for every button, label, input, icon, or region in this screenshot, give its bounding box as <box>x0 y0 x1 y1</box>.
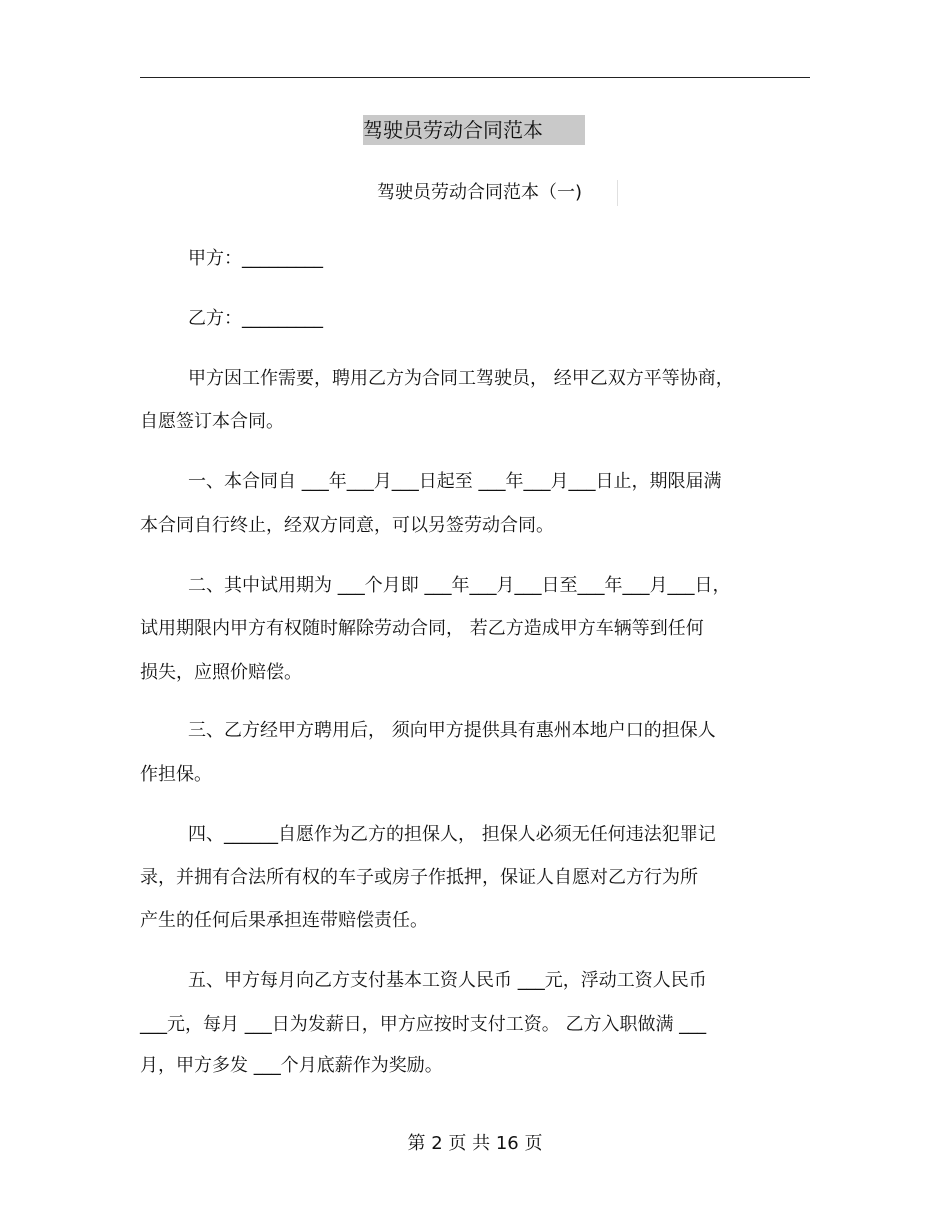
clause-4-line-2: 录，并拥有合法所有权的车子或房子作抵押，保证人自愿对乙方行为所 <box>140 867 698 888</box>
document-title: 驾驶员劳动合同范本 <box>363 115 585 145</box>
document-subtitle: 驾驶员劳动合同范本（一) <box>377 180 618 206</box>
clause-2-line-1: 二、其中试用期为 ___个月即 ___年___月___日至___年___月___日， <box>188 575 731 596</box>
clause-2-line-2: 试用期限内甲方有权随时解除劳动合同， 若乙方造成甲方车辆等到任何 <box>140 618 704 639</box>
party-b-line: 乙方：_________ <box>188 308 323 329</box>
intro-line-2: 自愿签订本合同。 <box>140 411 284 432</box>
clause-5-line-2: ___元，每月 ___日为发薪日，甲方应按时支付工资。 乙方入职做满 ___ <box>140 1014 707 1035</box>
clause-2-line-3: 损失，应照价赔偿。 <box>140 662 302 683</box>
clause-4-line-1: 四、______自愿作为乙方的担保人， 担保人必须无任何违法犯罪记 <box>188 824 716 845</box>
clause-5-line-3: 月，甲方多发 ___个月底薪作为奖励。 <box>140 1055 443 1076</box>
party-a-line: 甲方：_________ <box>188 248 323 269</box>
header-rule <box>140 77 810 78</box>
page-footer: 第 2 页 共 16 页 <box>407 1133 543 1154</box>
clause-3-line-1: 三、乙方经甲方聘用后， 须向甲方提供具有惠州本地户口的担保人 <box>188 720 716 741</box>
intro-line-1: 甲方因工作需要，聘用乙方为合同工驾驶员， 经甲乙双方平等协商， <box>188 368 734 389</box>
clause-5-line-1: 五、甲方每月向乙方支付基本工资人民币 ___元，浮动工资人民币 <box>188 970 707 991</box>
clause-4-line-3: 产生的任何后果承担连带赔偿责任。 <box>140 910 428 931</box>
clause-1-line-1: 一、本合同自 ___年___月___日起至 ___年___月___日止，期限届满 <box>188 471 722 492</box>
clause-1-line-2: 本合同自行终止，经双方同意，可以另签劳动合同。 <box>140 515 554 536</box>
clause-3-line-2: 作担保。 <box>140 764 212 785</box>
